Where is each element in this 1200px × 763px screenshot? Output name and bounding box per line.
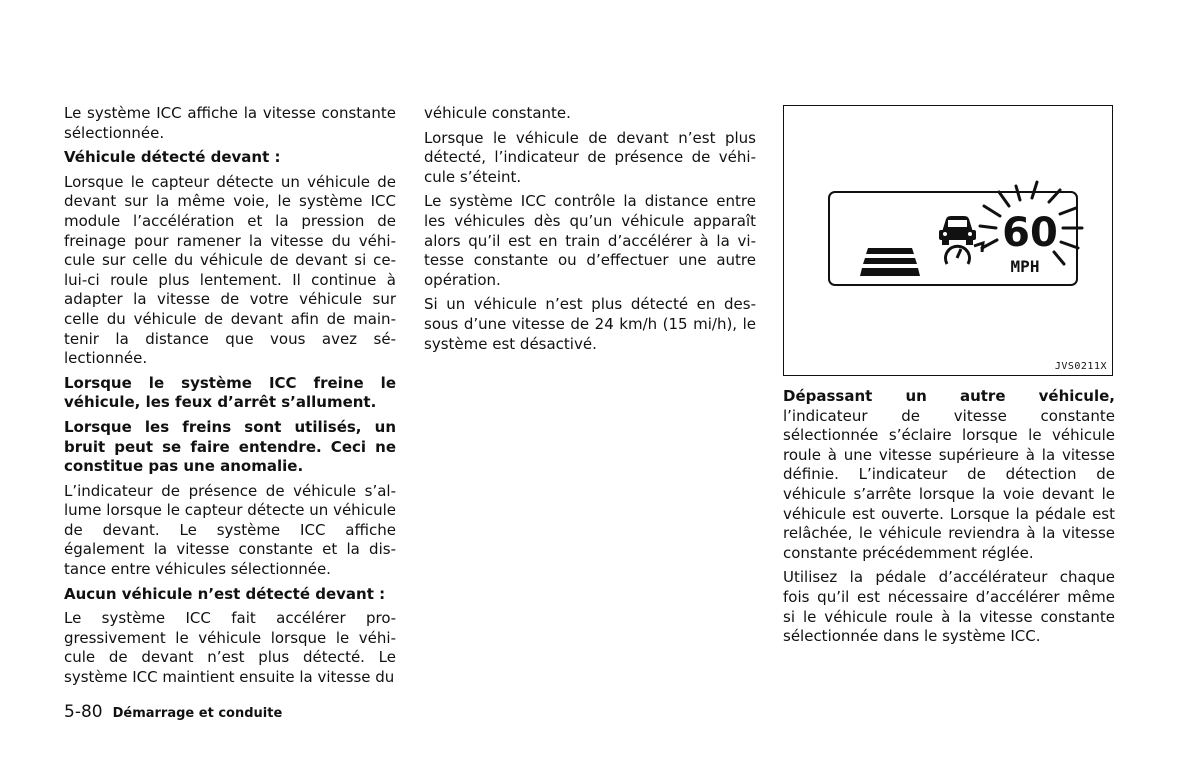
vehicle-detected-icon: [939, 216, 976, 245]
speed-unit: MPH: [1010, 257, 1040, 276]
note-brake-noise: Lorsque les freins sont utilisés, un bruit peut se faire entendre. Ceci ne constitue pas une anomalie.: [64, 417, 396, 476]
paragraph: Lorsque le véhicule de devant n’est plus détecté, l’indicateur de présence de véhicule s’éteint.: [424, 128, 756, 186]
page-footer: [64, 702, 282, 722]
icc-display-illustration: [784, 106, 1114, 377]
text-column-3: [783, 387, 1115, 652]
paragraph: véhicule constante.: [424, 104, 571, 122]
note-brake-lights: Lorsque le système ICC freine le véhicule, les feux d’arrêt s’allument.: [64, 373, 396, 412]
set-speed-gauge-icon: [946, 243, 984, 264]
icc-display-figure: [783, 105, 1113, 376]
paragraph: Le système ICC contrôle la distance entre les véhicules dès qu’un véhicule apparaît alors qu’il est en train d’accélérer à la vitesse constante ou d’effectuer une autre opération.: [424, 192, 756, 289]
paragraph: Utilisez la pédale d’accélérateur chaque fois qu’il est nécessaire d’accélérer même si le véhicule roule à la vitesse constante sélectionnée dans le système ICC.: [783, 568, 1115, 646]
bold-lead: Dépassant un autre véhicule,: [783, 387, 1115, 405]
page-number: 5-80: [64, 702, 103, 722]
figure-reference-code: JVS0211X: [1054, 361, 1107, 372]
paragraph-text: l’indicateur de vitesse constante sélectionnée s’éclaire lorsque le véhicule roule à une vitesse supérieure à la vitesse définie. L’indicateur de détection de véhicule s’arrête lorsque la voie devant le véhicule est ouverte. Lorsque la pédale est relâchée, le véhicule reviendra à la vitesse constante précédemment réglée.: [783, 406, 1115, 562]
distance-bars-icon: [860, 248, 920, 276]
paragraph: L’indicateur de présence de véhicule s’allume lorsque le capteur détecte un véhicule de devant. Le système ICC affiche également la vitesse constante et la distance entre véhicules sélectionnée.: [64, 481, 397, 579]
text-column-1: [64, 104, 396, 693]
set-speed-value: 60: [1002, 210, 1058, 256]
paragraph: Le système ICC fait accélérer progressivement le véhicule lorsque le véhicule de devant n’est plus détecté. Le système ICC maintient ensuite la vitesse du: [64, 609, 396, 687]
paragraph-overtaking: [783, 387, 1115, 563]
section-title: Démarrage et conduite: [112, 706, 283, 721]
paragraph: Le système ICC affiche la vitesse constante sélectionnée.: [64, 104, 396, 142]
paragraph: Lorsque le capteur détecte un véhicule de devant sur la même voie, le système ICC module l’accélération et la pression de freinage pour ramener la vitesse du véhicule sur celle du véhicule de devant si celui-ci roule plus lentement. Il continue à adapter la vitesse de votre véhicule sur celle du véhicule de devant afin de maintenir la distance que vous avez sélectionnée.: [64, 172, 396, 368]
paragraph: Si un véhicule n’est plus détecté en dessous d’une vitesse de 24 km/h (15 mi/h), le système est désactivé.: [424, 295, 756, 353]
subheading-no-vehicle-detected: Aucun véhicule n’est détecté devant :: [64, 584, 386, 603]
text-column-2: [424, 104, 756, 359]
subheading-vehicle-detected: Véhicule détecté devant :: [64, 148, 281, 167]
